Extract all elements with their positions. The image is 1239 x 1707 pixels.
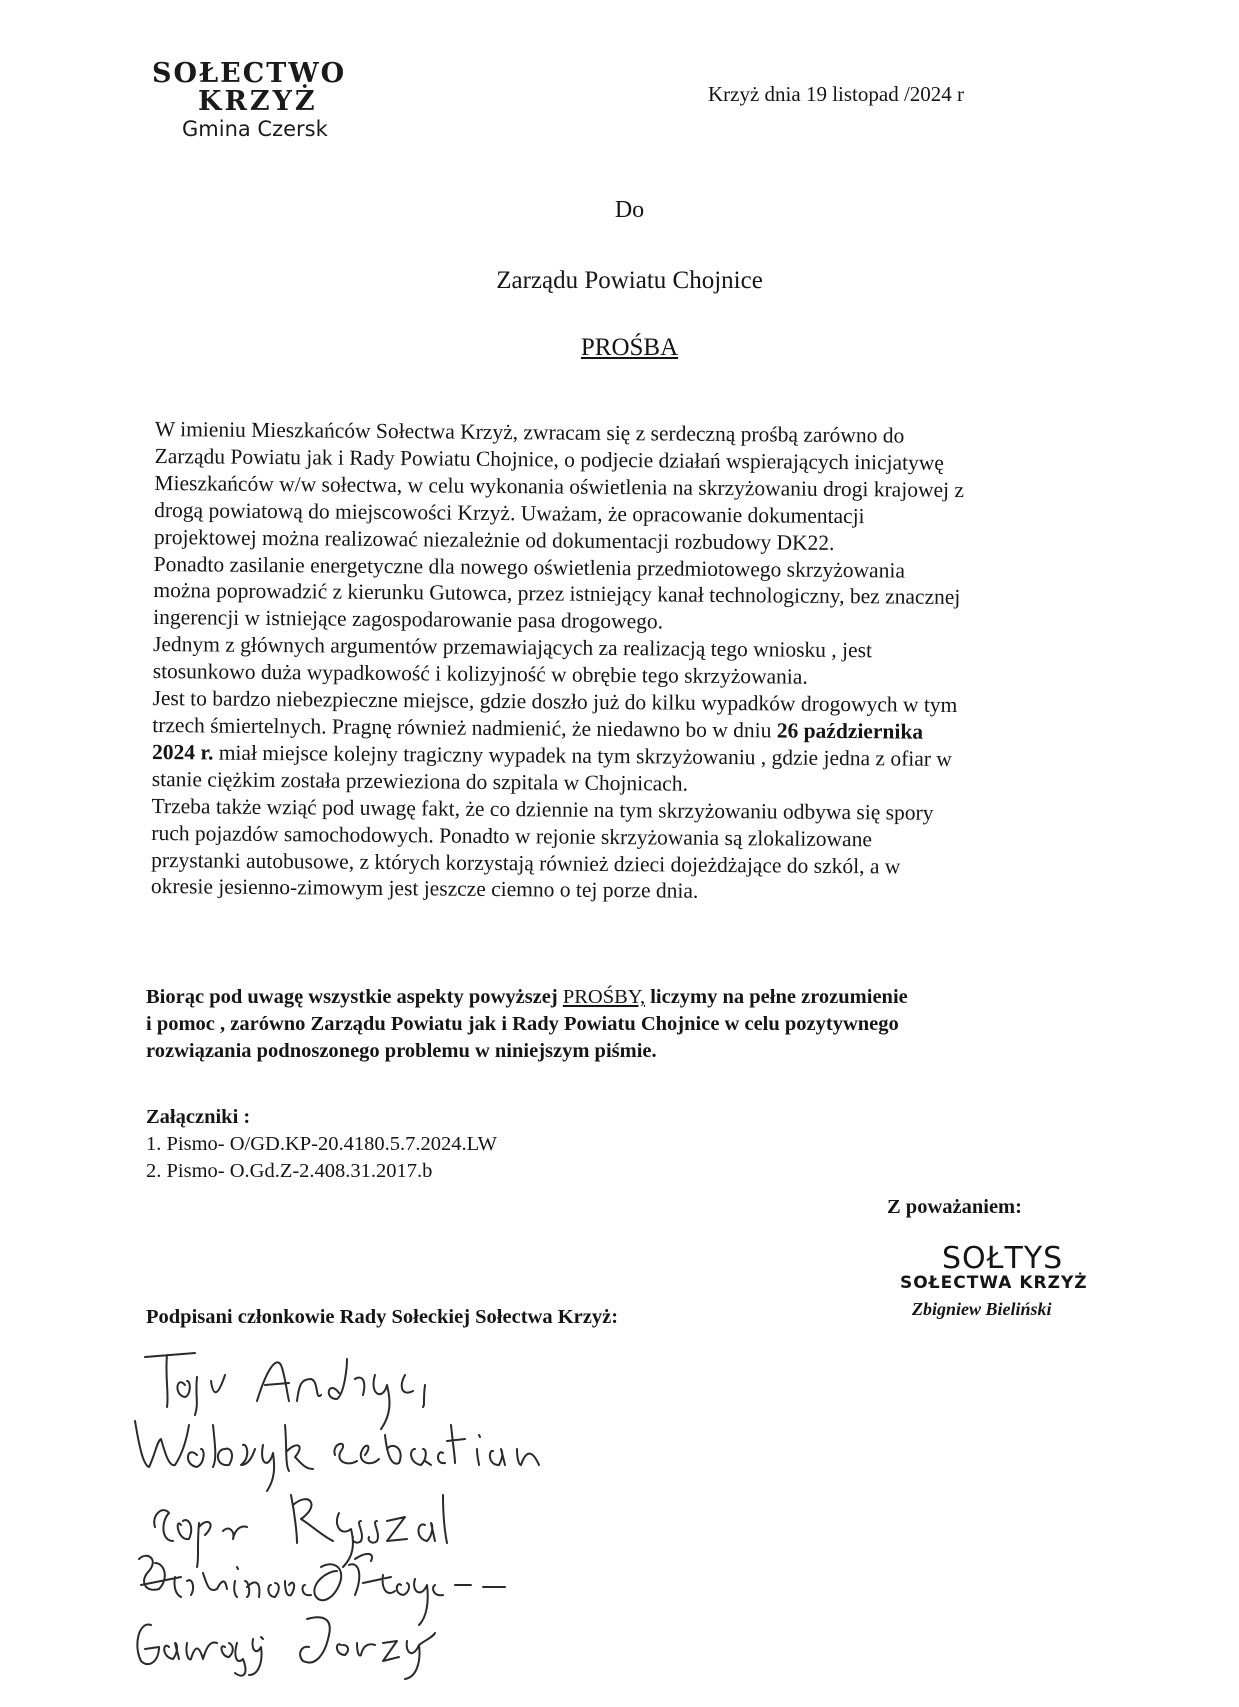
addressee: Zarządu Powiatu Chojnice <box>496 267 763 294</box>
stamp-soltys-line-3: Zbigniew Bieliński <box>912 1299 1052 1319</box>
signature-3 <box>154 1495 447 1567</box>
body-line: Jest to bardzo niebezpieczne miejsce, gdzie doszło już do kilku wypadków drogowych w tym <box>152 686 958 718</box>
body-line: stanie ciężkim została przewieziona do szpitala w Chojnicach. <box>151 766 689 796</box>
body-line: projektowej można realizować niezależnie od dokumentacji rozbudowy DK22. <box>153 524 835 555</box>
signatories-label: Podpisani członkowie Rady Sołeckiej Sołectwa Krzyż: <box>146 1306 619 1328</box>
summary-paragraph <box>146 984 1111 1065</box>
stamp-solectwo <box>152 60 382 142</box>
summary-line: rozwiązania podnoszonego problemu w niniejszym piśmie. <box>146 1040 657 1062</box>
body-line: ruch pojazdów samochodowych. Ponadto w rejonie skrzyżowania są zlokalizowane <box>151 820 873 851</box>
body-line: można poprowadzić z kierunku Gutowca, przez istniejący kanał technologiczny, bez znacznej <box>153 578 961 610</box>
signature-2 <box>135 1421 539 1491</box>
summary-underlined-word: PROŚBY, <box>562 986 646 1008</box>
stamp-soltys-line-1: SOŁTYS <box>942 1241 1064 1276</box>
signature-5 <box>137 1617 435 1679</box>
body-line: ingerencji w istniejące zagospodarowanie pasa drogowego. <box>153 605 664 634</box>
stamp-line-2: KRZYŻ <box>198 86 318 117</box>
summary-text: Biorąc pod uwagę wszystkie aspekty powyższej <box>146 986 563 1008</box>
accident-year-bold: 2024 r. <box>151 739 214 765</box>
body-line: Ponadto zasilanie energetyczne dla nowego oświetlenia przedmiotowego skrzyżowania <box>153 551 906 583</box>
accident-date-bold: 26 października <box>776 718 924 744</box>
handwritten-signatures <box>125 1345 645 1680</box>
attachments <box>146 1104 497 1185</box>
date-line: Krzyż dnia 19 listopad /2024 r <box>708 82 965 106</box>
summary-line <box>146 984 1111 1011</box>
signature-4 <box>139 1554 505 1625</box>
stamp-line-3: Gmina Czersk <box>182 117 328 141</box>
body-line: Jednym z głównych argumentów przemawiających za realizacją tego wniosku , jest <box>152 632 873 663</box>
attachment-item: 2. Pismo- O.Gd.Z-2.408.31.2017.b <box>146 1160 433 1182</box>
summary-line: i pomoc , zarówno Zarządu Powiatu jak i Rady Powiatu Chojnice w celu pozytywnego <box>146 1013 899 1035</box>
body-line: Trzeba także wziąć pod uwagę fakt, że co dziennie na tym skrzyżowaniu odbywa się spory <box>151 793 934 825</box>
body-line: przystanki autobusowe, z których korzystają również dzieci dojeżdżające do szkól, a w <box>151 847 901 879</box>
attachment-item: 1. Pismo- O/GD.KP-20.4180.5.7.2024.LW <box>146 1133 497 1155</box>
body-line: W imieniu Mieszkańców Sołectwa Krzyż, zwracam się z serdeczną prośbą zarówno do <box>154 416 905 448</box>
body-line: Mieszkańców w/w sołectwa, w celu wykonania oświetlenia na skrzyżowaniu drogi krajowej z <box>154 470 965 502</box>
addressee-prefix: Do <box>614 197 645 223</box>
body-line: drogą powiatową do miejscowości Krzyż. Uważam, że opracowanie dokumentacji <box>154 497 865 528</box>
stamp-line-1: SOŁECTWO <box>152 58 347 89</box>
stamp-soltys <box>900 1241 1130 1325</box>
body-line: stosunkowo duża wypadkowość i kolizyjność w obrębie tego skrzyżowania. <box>152 659 808 689</box>
body-line: okresie jesienno-zimowym jest jeszcze ciemno o tej porze dnia. <box>150 874 699 904</box>
summary-text: liczymy na pełne zrozumienie <box>645 986 908 1008</box>
signature-1 <box>145 1353 425 1429</box>
document-title: PROŚBA <box>580 334 679 361</box>
letter-body <box>151 416 1110 909</box>
body-text-span: miał miejsce kolejny tragiczny wypadek na tym skrzyżowaniu , gdzie jedna z ofiar w <box>213 740 952 771</box>
attachments-label: Załączniki : <box>146 1106 251 1128</box>
closing-regards: Z poważaniem: <box>887 1196 1022 1218</box>
stamp-soltys-line-2: SOŁECTWA KRZYŻ <box>900 1273 1088 1293</box>
body-text-span: trzech śmiertelnych. Pragnę również nadmienić, że niedawno bo w dniu <box>152 712 777 743</box>
body-line: Zarządu Powiatu jak i Rady Powiatu Chojnice, o podjecie działań wspierających inicjatywę <box>154 443 945 475</box>
